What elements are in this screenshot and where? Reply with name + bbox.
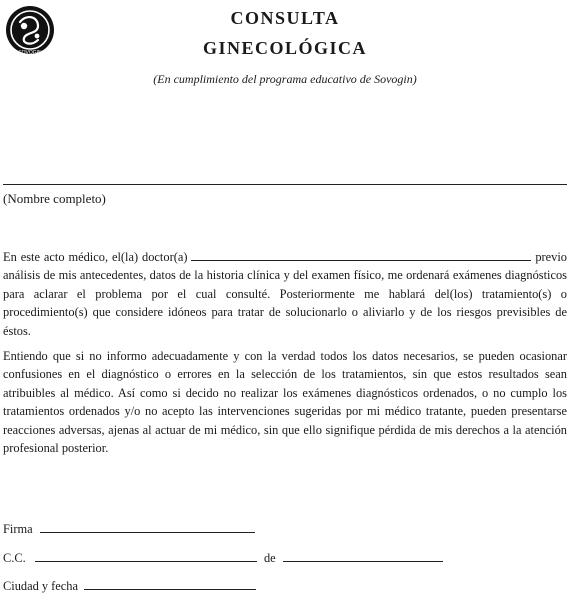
full-name-field[interactable] (3, 184, 567, 185)
id-issued-in-label: de (263, 551, 276, 565)
document-subtitle: (En cumplimiento del programa educativo de Sovogin) (153, 72, 417, 86)
consent-paragraph-1-text: previo análisis de mis antecedentes, datos de la historia clínica y del examen físico, me ordenará exámenes diagnósticos para aclarar el problema por el cual consulté. Posteriormente me hablará del(los) tratamiento(s) o procedimiento(s) que considere idóneos para tratar de solucionarlo o aliviarlo y de los riesgos previsibles de éstos. (3, 250, 567, 338)
signature-field[interactable] (40, 522, 255, 533)
consent-paragraph-2: Entiendo que si no informo adecuadamente y con la verdad todos los datos necesarios, se pueden ocasionar confusiones en el diagnóstico o errores en la selección de los tratamientos, sin que estos resultados sean atribuibles al médico. Así como si decido no realizar los exámenes diagnósticos ordenados, o no cumplo los tratamientos ordenados y/o no acepto las intervenciones sugeridas por mi médico tratante, pueden presentarse reacciones adversas, ajenas al actuar de mi médico, sin que ello signifique pérdida de mis derechos a la atención profesional posterior. (3, 349, 567, 456)
city-date-field[interactable] (84, 579, 256, 590)
id-number-field[interactable] (35, 551, 257, 562)
document-title-line2: GINECOLÓGICA (202, 38, 368, 58)
svg-text:SOVOGIN: SOVOGIN (18, 50, 42, 56)
doctor-name-field[interactable] (191, 250, 531, 261)
consent-paragraph-1 (3, 248, 567, 340)
doctor-intro-text: En este acto médico, el(la) doctor(a) (3, 250, 188, 264)
id-row (3, 551, 443, 569)
document-title-line1: CONSULTA (230, 8, 340, 28)
signature-label: Firma (3, 522, 33, 536)
city-date-row (3, 579, 256, 597)
city-date-label: Ciudad y fecha (3, 579, 79, 593)
full-name-label: (Nombre completo) (3, 191, 106, 206)
id-label: C.C. (3, 551, 26, 565)
signature-row (3, 522, 255, 540)
id-issued-place-field[interactable] (283, 551, 443, 562)
